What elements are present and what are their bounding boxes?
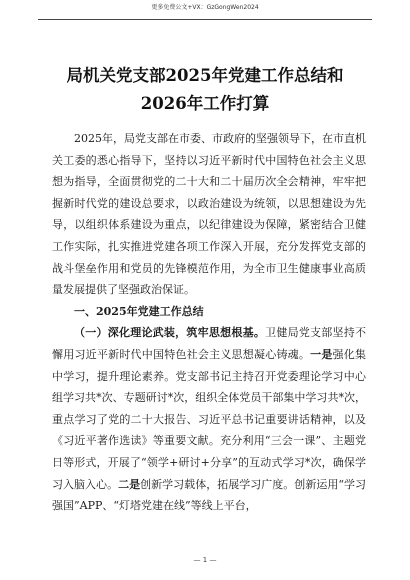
sub-section-text-c: 创新学习载体，拓展学习广度。创新运用“学习强国”APP、“灯塔党建在线”等线上平台，: [52, 477, 367, 513]
page-header: 更多免费公文+VX：GzGongWen2024: [151, 4, 259, 11]
ordinal-second: 二是: [118, 477, 141, 491]
document-title: [0, 62, 410, 118]
sub-section-text-b: 强化集中学习，提升理论素养。党支部书记主持召开党委理论学习中心组学习共*次、专题研讨*次，组织全体党员干部集中学习共*次，重点学习了党的二十大报告、习近平总书记重要讲话精神，以及《习近平著作选读》等重要文献。充分利用“三会一课”、主题党日等形式，开展了“领学+研讨+分享”的互动式学习*次，确保学习入脑入心。: [52, 347, 367, 491]
page-number: — 1 —: [193, 556, 217, 564]
title-line-2: 2026年工作打算: [140, 94, 270, 113]
title-line-1: 局机关党支部2025年党建工作总结和: [66, 66, 344, 85]
sub-section-text-a: 卫健局党支部坚持不懈用习近平新时代中国特色社会主义思想凝心铸魂。: [52, 326, 367, 361]
sub-section-paragraph: [52, 322, 366, 516]
header-divider: [38, 19, 372, 20]
ordinal-first: 一是: [310, 347, 333, 361]
sub-section-heading: （一）深化理论武装，筑牢思想根基。: [74, 326, 266, 340]
section-heading: 一、2025年党建工作总结: [74, 304, 204, 318]
intro-paragraph: 2025年，局党支部在市委、市政府的坚强领导下，在市直机关工委的悉心指导下，坚持以习近平新时代中国特色社会主义思想为指导，全面贯彻党的二十大和二十届历次全会精神，牢牢把握新时代党的建设总要求，以政治建设为统领，以思想建设为先导，以组织体系建设为重点，以纪律建设为保障，紧密结合卫健工作实际，扎实推进党建各项工作深入开展，充分发挥党支部的战斗堡垒作用和党员的先锋模范作用，为全市卫生健康事业高质量发展提供了坚强政治保证。: [52, 132, 366, 297]
document-body: [52, 128, 366, 517]
